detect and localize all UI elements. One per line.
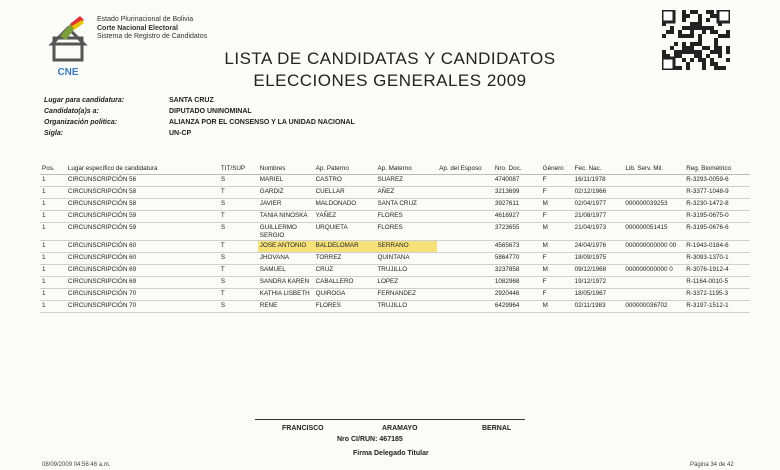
table-cell: 21/04/1973 (573, 223, 624, 241)
table-cell: SANDRA KAREN (258, 277, 314, 289)
org-system: Sistema de Registro de Candidatos (97, 33, 208, 40)
table-row (40, 241, 750, 253)
table-cell: SUAREZ (375, 175, 437, 187)
table-cell: R-3230-1472-8 (684, 199, 750, 211)
table-cell: 02/11/1983 (573, 301, 624, 313)
table-cell: F (541, 277, 573, 289)
table-header-row (40, 162, 750, 175)
table-cell (623, 289, 684, 301)
table-cell (623, 277, 684, 289)
table-cell: 09/12/1968 (573, 265, 624, 277)
table-cell: GUILLERMO SERGIO (258, 223, 314, 241)
table-row (40, 265, 750, 277)
column-header: Reg. Biométrico (684, 162, 750, 175)
table-cell: 19/12/1972 (573, 277, 624, 289)
table-row (40, 187, 750, 199)
table-cell: RENE (258, 301, 314, 313)
table-cell: R-3377-1048-9 (684, 187, 750, 199)
table-cell: 1 (40, 223, 66, 241)
table-cell (437, 289, 493, 301)
table-cell: R-1943-0184-6 (684, 241, 750, 253)
column-header: Ap. Materno (375, 162, 437, 175)
table-cell: 6429964 (493, 301, 541, 313)
table-row (40, 277, 750, 289)
table-cell: MARIEL (258, 175, 314, 187)
table-cell: CIRCUNSCRIPCIÓN 58 (66, 199, 219, 211)
table-cell: JOSE ANTONIO (258, 241, 314, 253)
table-cell: FLORES (375, 223, 437, 241)
table-cell: R-3293-0059-6 (684, 175, 750, 187)
print-timestamp: 08/09/2009 04:56:46 a.m. (42, 462, 111, 468)
table-cell: 000000000000 0 (623, 265, 684, 277)
table-cell: 000000036702 (623, 301, 684, 313)
table-row (40, 301, 750, 313)
column-header: Ap. del Esposo (437, 162, 493, 175)
table-cell: S (219, 223, 258, 241)
table-cell: M (541, 241, 573, 253)
table-cell: QUIROGA (314, 289, 376, 301)
table-cell (437, 211, 493, 223)
table-cell (623, 253, 684, 265)
table-cell: S (219, 175, 258, 187)
signer-role: Firma Delegado Titular (353, 450, 429, 457)
table-row (40, 223, 750, 241)
table-cell (437, 253, 493, 265)
table-cell: M (541, 199, 573, 211)
signer-ci: Nro CI/RUN: 467185 (337, 436, 403, 443)
column-header: Lib. Serv. Mil. (623, 162, 684, 175)
table-cell: F (541, 175, 573, 187)
table-cell: TRUJILLO (375, 265, 437, 277)
table-cell: T (219, 289, 258, 301)
table-row (40, 289, 750, 301)
table-cell: CIRCUNSCRIPCIÓN 60 (66, 253, 219, 265)
table-cell: 1 (40, 211, 66, 223)
page-number: Página 34 de 42 (690, 462, 734, 468)
table-cell: 21/08/1977 (573, 211, 624, 223)
table-cell: 2920446 (493, 289, 541, 301)
table-cell: 1 (40, 241, 66, 253)
meta-row: Sigla: UN-CP (44, 130, 192, 137)
qr-code-icon (662, 10, 730, 70)
table-cell: CIRCUNSCRIPCIÓN 70 (66, 301, 219, 313)
column-header: Fec. Nac. (573, 162, 624, 175)
table-cell: TANIA NINOSKA (258, 211, 314, 223)
table-cell: M (541, 223, 573, 241)
signer-last-name-1: ARAMAYO (382, 425, 418, 432)
table-cell: 5864770 (493, 253, 541, 265)
signer-last-name-2: BERNAL (482, 425, 512, 432)
table-cell: R-3195-0675-0 (684, 211, 750, 223)
table-cell: 4565673 (493, 241, 541, 253)
column-header: Lugar específico de candidatura (66, 162, 219, 175)
table-cell: 24/04/1976 (573, 241, 624, 253)
table-cell: T (219, 265, 258, 277)
table-cell: CRUZ (314, 265, 376, 277)
table-cell: 18/09/1975 (573, 253, 624, 265)
table-cell: 4740087 (493, 175, 541, 187)
table-cell: F (541, 253, 573, 265)
table-cell: 18/05/1967 (573, 289, 624, 301)
table-cell (437, 277, 493, 289)
meta-row: Organización política: ALIANZA POR EL CONSENSO Y LA UNIDAD NACIONAL (44, 119, 355, 126)
table-cell: 02/12/1966 (573, 187, 624, 199)
candidates-table (40, 162, 750, 313)
candidacy-meta (44, 97, 355, 141)
table-cell: CIRCUNSCRIPCIÓN 69 (66, 277, 219, 289)
table-cell: 1 (40, 277, 66, 289)
table-cell: S (219, 199, 258, 211)
table-cell: 1 (40, 301, 66, 313)
column-header: Ap. Paterno (314, 162, 376, 175)
document-subtitle: ELECCIONES GENERALES 2009 (253, 71, 527, 90)
table-cell: CIRCUNSCRIPCIÓN 56 (66, 175, 219, 187)
table-cell: FLORES (375, 211, 437, 223)
table-cell: CIRCUNSCRIPCIÓN 60 (66, 241, 219, 253)
meta-row: Candidato(a)s a: DIPUTADO UNINOMINAL (44, 108, 252, 115)
table-cell: 1 (40, 289, 66, 301)
table-cell: 000000051415 (623, 223, 684, 241)
table-cell: R-3093-1370-1 (684, 253, 750, 265)
column-header: Género (541, 162, 573, 175)
cne-logo-icon (44, 14, 92, 82)
table-row (40, 211, 750, 223)
table-cell: 3237858 (493, 265, 541, 277)
table-cell (437, 175, 493, 187)
table-cell: TRUJILLO (375, 301, 437, 313)
table-cell: T (219, 187, 258, 199)
table-cell: AÑEZ (375, 187, 437, 199)
table-cell: QUINTANA (375, 253, 437, 265)
table-cell: T (219, 241, 258, 253)
table-cell: YAÑEZ (314, 211, 376, 223)
table-cell: JAVIER (258, 199, 314, 211)
signer-first-name: FRANCISCO (282, 425, 324, 432)
table-cell: R-3195-0676-6 (684, 223, 750, 241)
table-cell: 1 (40, 199, 66, 211)
column-header: Nro. Doc. (493, 162, 541, 175)
table-cell: CIRCUNSCRIPCIÓN 70 (66, 289, 219, 301)
table-cell: CASTRO (314, 175, 376, 187)
table-cell: S (219, 277, 258, 289)
table-cell: T (219, 211, 258, 223)
table-cell (437, 199, 493, 211)
table-cell: GARDIZ (258, 187, 314, 199)
table-cell: CIRCUNSCRIPCIÓN 58 (66, 187, 219, 199)
table-cell: F (541, 187, 573, 199)
table-cell: R-3372-1195-3 (684, 289, 750, 301)
table-cell: 000000039253 (623, 199, 684, 211)
table-cell: S (219, 301, 258, 313)
signature-line (255, 419, 525, 420)
table-cell: CUELLAR (314, 187, 376, 199)
table-cell: CIRCUNSCRIPCIÓN 69 (66, 265, 219, 277)
table-cell: M (541, 265, 573, 277)
svg-text:CNE: CNE (57, 67, 79, 78)
table-cell (437, 265, 493, 277)
table-cell: FLORES (314, 301, 376, 313)
table-cell: KATHIA LISBETH (258, 289, 314, 301)
table-cell: 1082968 (493, 277, 541, 289)
table-cell (437, 187, 493, 199)
document-title: LISTA DE CANDIDATAS Y CANDIDATOS (224, 49, 556, 68)
table-cell: 3213699 (493, 187, 541, 199)
table-cell (437, 301, 493, 313)
table-cell: CABALLERO (314, 277, 376, 289)
table-cell (623, 211, 684, 223)
table-cell: 1 (40, 187, 66, 199)
table-cell: 1 (40, 175, 66, 187)
table-row (40, 175, 750, 187)
table-cell (623, 175, 684, 187)
table-cell: 1 (40, 253, 66, 265)
table-cell: TORREZ (314, 253, 376, 265)
table-cell: F (541, 289, 573, 301)
table-cell: 3927611 (493, 199, 541, 211)
table-cell: CIRCUNSCRIPCIÓN 59 (66, 211, 219, 223)
table-cell: BALDELOMAR (314, 241, 376, 253)
table-cell: S (219, 253, 258, 265)
column-header: TIT/SUP (219, 162, 258, 175)
meta-row: Lugar para candidatura: SANTA CRUZ (44, 97, 214, 104)
column-header: Nombres (258, 162, 314, 175)
table-cell: SAMUEL (258, 265, 314, 277)
org-court: Corte Nacional Electoral (97, 24, 178, 32)
table-cell: F (541, 211, 573, 223)
table-cell: MALDONADO (314, 199, 376, 211)
org-country: Estado Plurinacional de Bolivia (97, 16, 194, 23)
table-cell: R-1164-0010-5 (684, 277, 750, 289)
table-cell: SANTA CRUZ (375, 199, 437, 211)
table-cell: 000000000000 00 (623, 241, 684, 253)
table-cell (437, 241, 493, 253)
table-cell: 16/11/1978 (573, 175, 624, 187)
table-cell: M (541, 301, 573, 313)
table-cell: R-3076-1912-4 (684, 265, 750, 277)
table-cell: SERRANO (375, 241, 437, 253)
table-cell: URQUIETA (314, 223, 376, 241)
table-cell: R-3197-1512-1 (684, 301, 750, 313)
table-cell: 4616927 (493, 211, 541, 223)
table-cell: 02/04/1977 (573, 199, 624, 211)
table-row (40, 199, 750, 211)
table-cell: CIRCUNSCRIPCIÓN 59 (66, 223, 219, 241)
table-cell (437, 223, 493, 241)
column-header: Pos. (40, 162, 66, 175)
table-cell: JHOVANA (258, 253, 314, 265)
table-cell: 1 (40, 265, 66, 277)
table-cell: 3723655 (493, 223, 541, 241)
table-body (40, 175, 750, 313)
table-cell: LOPEZ (375, 277, 437, 289)
table-cell: FERNANDEZ (375, 289, 437, 301)
table-row (40, 253, 750, 265)
table-cell (623, 187, 684, 199)
org-block (97, 16, 207, 42)
